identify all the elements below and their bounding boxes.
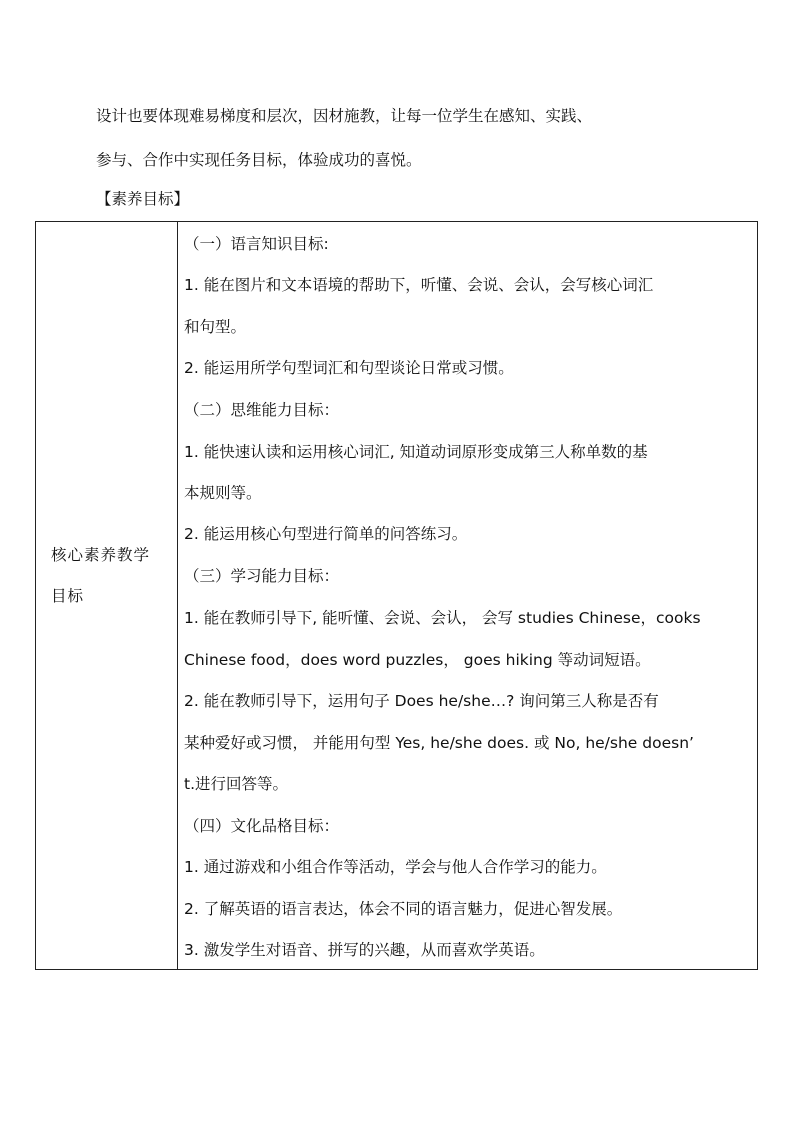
table-label-line-1: 核心素养教学 [51,546,151,564]
content-line: 2. 能运用所学句型词汇和句型谈论日常或习惯。 [184,359,514,377]
content-line: 2. 能运用核心句型进行简单的问答练习。 [184,525,468,543]
content-line: 1. 能快速认读和运用核心词汇, 知道动词原形变成第三人称单数的基 [184,443,648,461]
table-content-cell [178,222,757,969]
intro-text-line-1: 设计也要体现难易梯度和层次，因材施教，让每一位学生在感知、实践、 [96,107,593,125]
content-line: 3. 激发学生对语音、拼写的兴趣，从而喜欢学英语。 [184,941,545,959]
content-line: 2. 能在教师引导下，运用句子 Does he/she…? 询问第三人称是否有 [184,692,659,710]
table-label-cell [36,222,178,969]
heading-thinking-ability: （二）思维能力目标： [184,401,340,419]
heading-language-knowledge: （一）语言知识目标: [184,235,329,253]
content-line: 1. 能在教师引导下, 能听懂、会说、会认， 会写 studies Chinese，cooks [184,609,701,627]
table-label-line-2: 目标 [51,587,85,605]
goals-table [35,221,758,970]
heading-cultural-character: （四）文化品格目标： [184,817,340,835]
content-line: 某种爱好或习惯， 并能用句型 Yes, he/she does. 或 No, he/she doesn’ [184,734,694,752]
content-line: 2. 了解英语的语言表达，体会不同的语言魅力，促进心智发展。 [184,900,623,918]
section-heading: 【素养目标】 [96,190,190,208]
content-line: 1. 通过游戏和小组合作等活动，学会与他人合作学习的能力。 [184,858,607,876]
content-line: 本规则等。 [184,484,262,502]
intro-text-line-2: 参与、合作中实现任务目标，体验成功的喜悦。 [96,151,422,169]
content-line: t.进行回答等。 [184,775,289,793]
heading-learning-ability: （三）学习能力目标： [184,567,340,585]
content-line: Chinese food，does word puzzles， goes hiking 等动词短语。 [184,651,651,669]
content-line: 和句型。 [184,318,247,336]
content-line: 1. 能在图片和文本语境的帮助下，听懂、会说、会认，会写核心词汇 [184,276,654,294]
